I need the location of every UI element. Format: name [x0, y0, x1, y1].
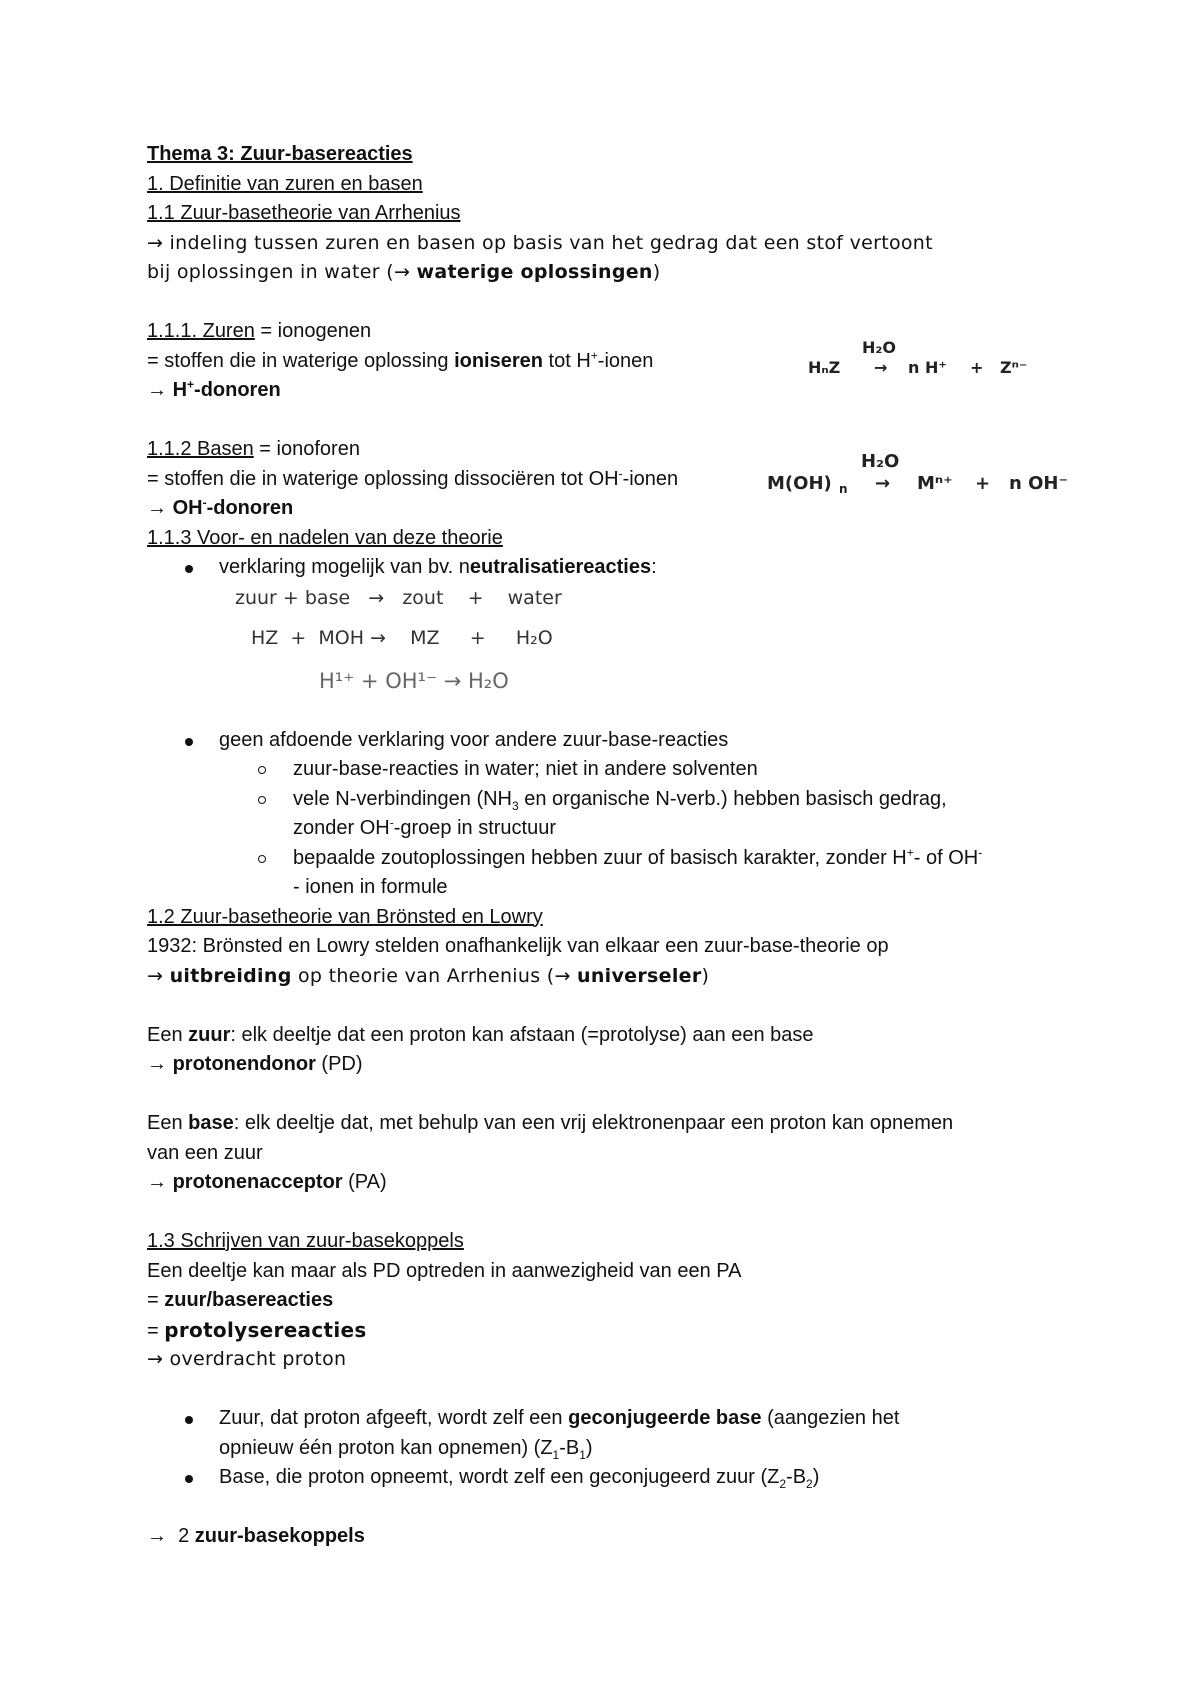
zuur-definition: Een zuur: elk deeltje dat een proton kan afstaan (=protolyse) aan een base	[147, 1023, 814, 1046]
heading-1-2: 1.2 Zuur-basetheorie van Brönsted en Lowry	[147, 905, 543, 928]
zuren-definition: = stoffen die in waterige oplossing ioniseren tot H+-ionen H₂O HₙZ → n H⁺ + Zⁿ⁻	[147, 337, 1028, 377]
koppels-line-1: Een deeltje kan maar als PD optreden in aanwezigheid van een PA	[147, 1259, 742, 1282]
pro-bullet: verklaring mogelijk van bv. neutralisatiereacties:	[147, 553, 1067, 583]
con-sub-bullet-2-cont: zonder OH--groep in structuur	[293, 815, 557, 839]
basen-definition: = stoffen die in waterige oplossing dissociëren tot OH--ionen H₂O M(OH) n → Mⁿ⁺ + n OH⁻	[147, 450, 1068, 496]
base-definition-cont: van een zuur	[147, 1141, 263, 1164]
base-definition: Een base: elk deeltje dat, met behulp van een vrij elektronenpaar een proton kan opnemen	[147, 1112, 954, 1134]
heading-1-3: 1.3 Schrijven van zuur-basekoppels	[147, 1230, 464, 1252]
neutralisation-ionic-equation: H¹⁺ + OH¹⁻ → H₂O	[319, 668, 509, 693]
arrhenius-line-1: → indeling tussen zuren en basen op basis van het gedrag dat een stof vertoont	[147, 231, 933, 254]
zuren-donor: → H+-donoren	[147, 377, 281, 401]
koppels-line-4: → overdracht proton	[147, 1348, 347, 1370]
base-conjugate-bullet: Base, die proton opneemt, wordt zelf een geconjugeerd zuur $(Z_2-B_2)$	[147, 1463, 1067, 1493]
protonenacceptor-line: → protonenacceptor (PA)	[147, 1171, 387, 1193]
protonendonor-line: → protonendonor (PD)	[147, 1053, 363, 1075]
zuur-conjugate-bullet-cont: opnieuw één proton kan opnemen) $(Z_1-B_1)$	[219, 1436, 593, 1462]
document-page	[147, 140, 1067, 1552]
zuur-conjugate-bullet: Zuur, dat proton afgeeft, wordt zelf een geconjugeerde base (aangezien het	[147, 1404, 1067, 1434]
koppels-line-3: = protolysereacties	[147, 1317, 367, 1342]
con-sub-bullet-3: bepaalde zoutoplossingen hebben zuur of basisch karakter, zonder H+- of OH-	[147, 844, 1067, 874]
zuren-heading: 1.1.1. Zuren = ionogenen	[147, 320, 372, 342]
bronsted-line-1: 1932: Brönsted en Lowry stelden onafhankelijk van elkaar een zuur-base-theorie op	[147, 935, 889, 957]
koppels-line-2: = zuur/basereacties	[147, 1289, 334, 1311]
con-bullet: geen afdoende verklaring voor andere zuur-base-reacties	[147, 726, 1067, 756]
con-sub-bullet-1: zuur-base-reacties in water; niet in andere solventen	[147, 755, 1067, 785]
neutralisation-equations	[147, 583, 1067, 703]
con-sub-bullet-2: vele N-verbindingen ($NH_3$ en organische N-verb.) hebben basisch gedrag,	[147, 785, 1067, 815]
basen-heading: 1.1.2 Basen = ionoforen	[147, 438, 360, 460]
arrhenius-line-2: bij oplossingen in water (→ waterige oplossingen)	[147, 261, 661, 283]
heading-1: 1. Definitie van zuren en basen	[147, 172, 423, 195]
final-line: → 2 zuur-basekoppels	[147, 1525, 365, 1547]
neutralisation-word-equation: zuur + base → zout + water	[235, 586, 562, 609]
heading-1-1: 1.1 Zuur-basetheorie van Arrhenius	[147, 202, 461, 224]
document-title: Thema 3: Zuur-basereacties	[147, 143, 413, 165]
basen-donor: → OH--donoren	[147, 495, 294, 519]
con-sub-bullet-3-cont: - ionen in formule	[293, 876, 448, 898]
bronsted-line-2: → uitbreiding op theorie van Arrhenius (→ universeler)	[147, 964, 710, 987]
heading-1-1-3: 1.1.3 Voor- en nadelen van deze theorie	[147, 526, 503, 549]
neutralisation-formula-equation: HZ + MOH → MZ + H₂O	[251, 626, 553, 649]
